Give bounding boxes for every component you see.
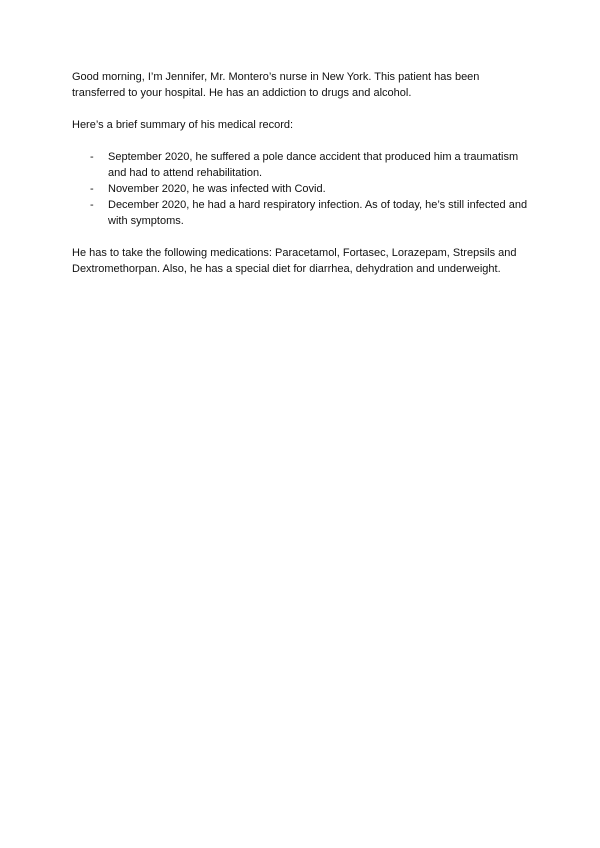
list-item: [72, 149, 532, 181]
list-item-text: December 2020, he had a hard respiratory infection. As of today, he’s still infected and with symptoms.: [108, 199, 528, 227]
list-dash: -: [90, 199, 94, 211]
medications-paragraph: He has to take the following medications: Paracetamol, Fortasec, Lorazepam, Strepsils and Dextromethorpan. Also, he has a special diet for diarrhea, dehydration and underweight.: [72, 247, 517, 275]
list-item: [72, 181, 532, 197]
list-item-text: November 2020, he was infected with Covid.: [108, 183, 326, 195]
list-item-text: September 2020, he suffered a pole dance accident that produced him a traumatism and had to attend rehabilitation.: [108, 151, 519, 179]
list-dash: -: [90, 151, 94, 163]
list-item: [72, 197, 532, 229]
document-body: [72, 69, 532, 277]
list-dash: -: [90, 183, 94, 195]
intro-paragraph: Good morning, I’m Jennifer, Mr. Montero’s nurse in New York. This patient has been transferred to your hospital. He has an addiction to drugs and alcohol.: [72, 71, 480, 99]
medical-history-list: [72, 149, 532, 229]
summary-lead-paragraph: Here’s a brief summary of his medical record:: [72, 119, 294, 131]
